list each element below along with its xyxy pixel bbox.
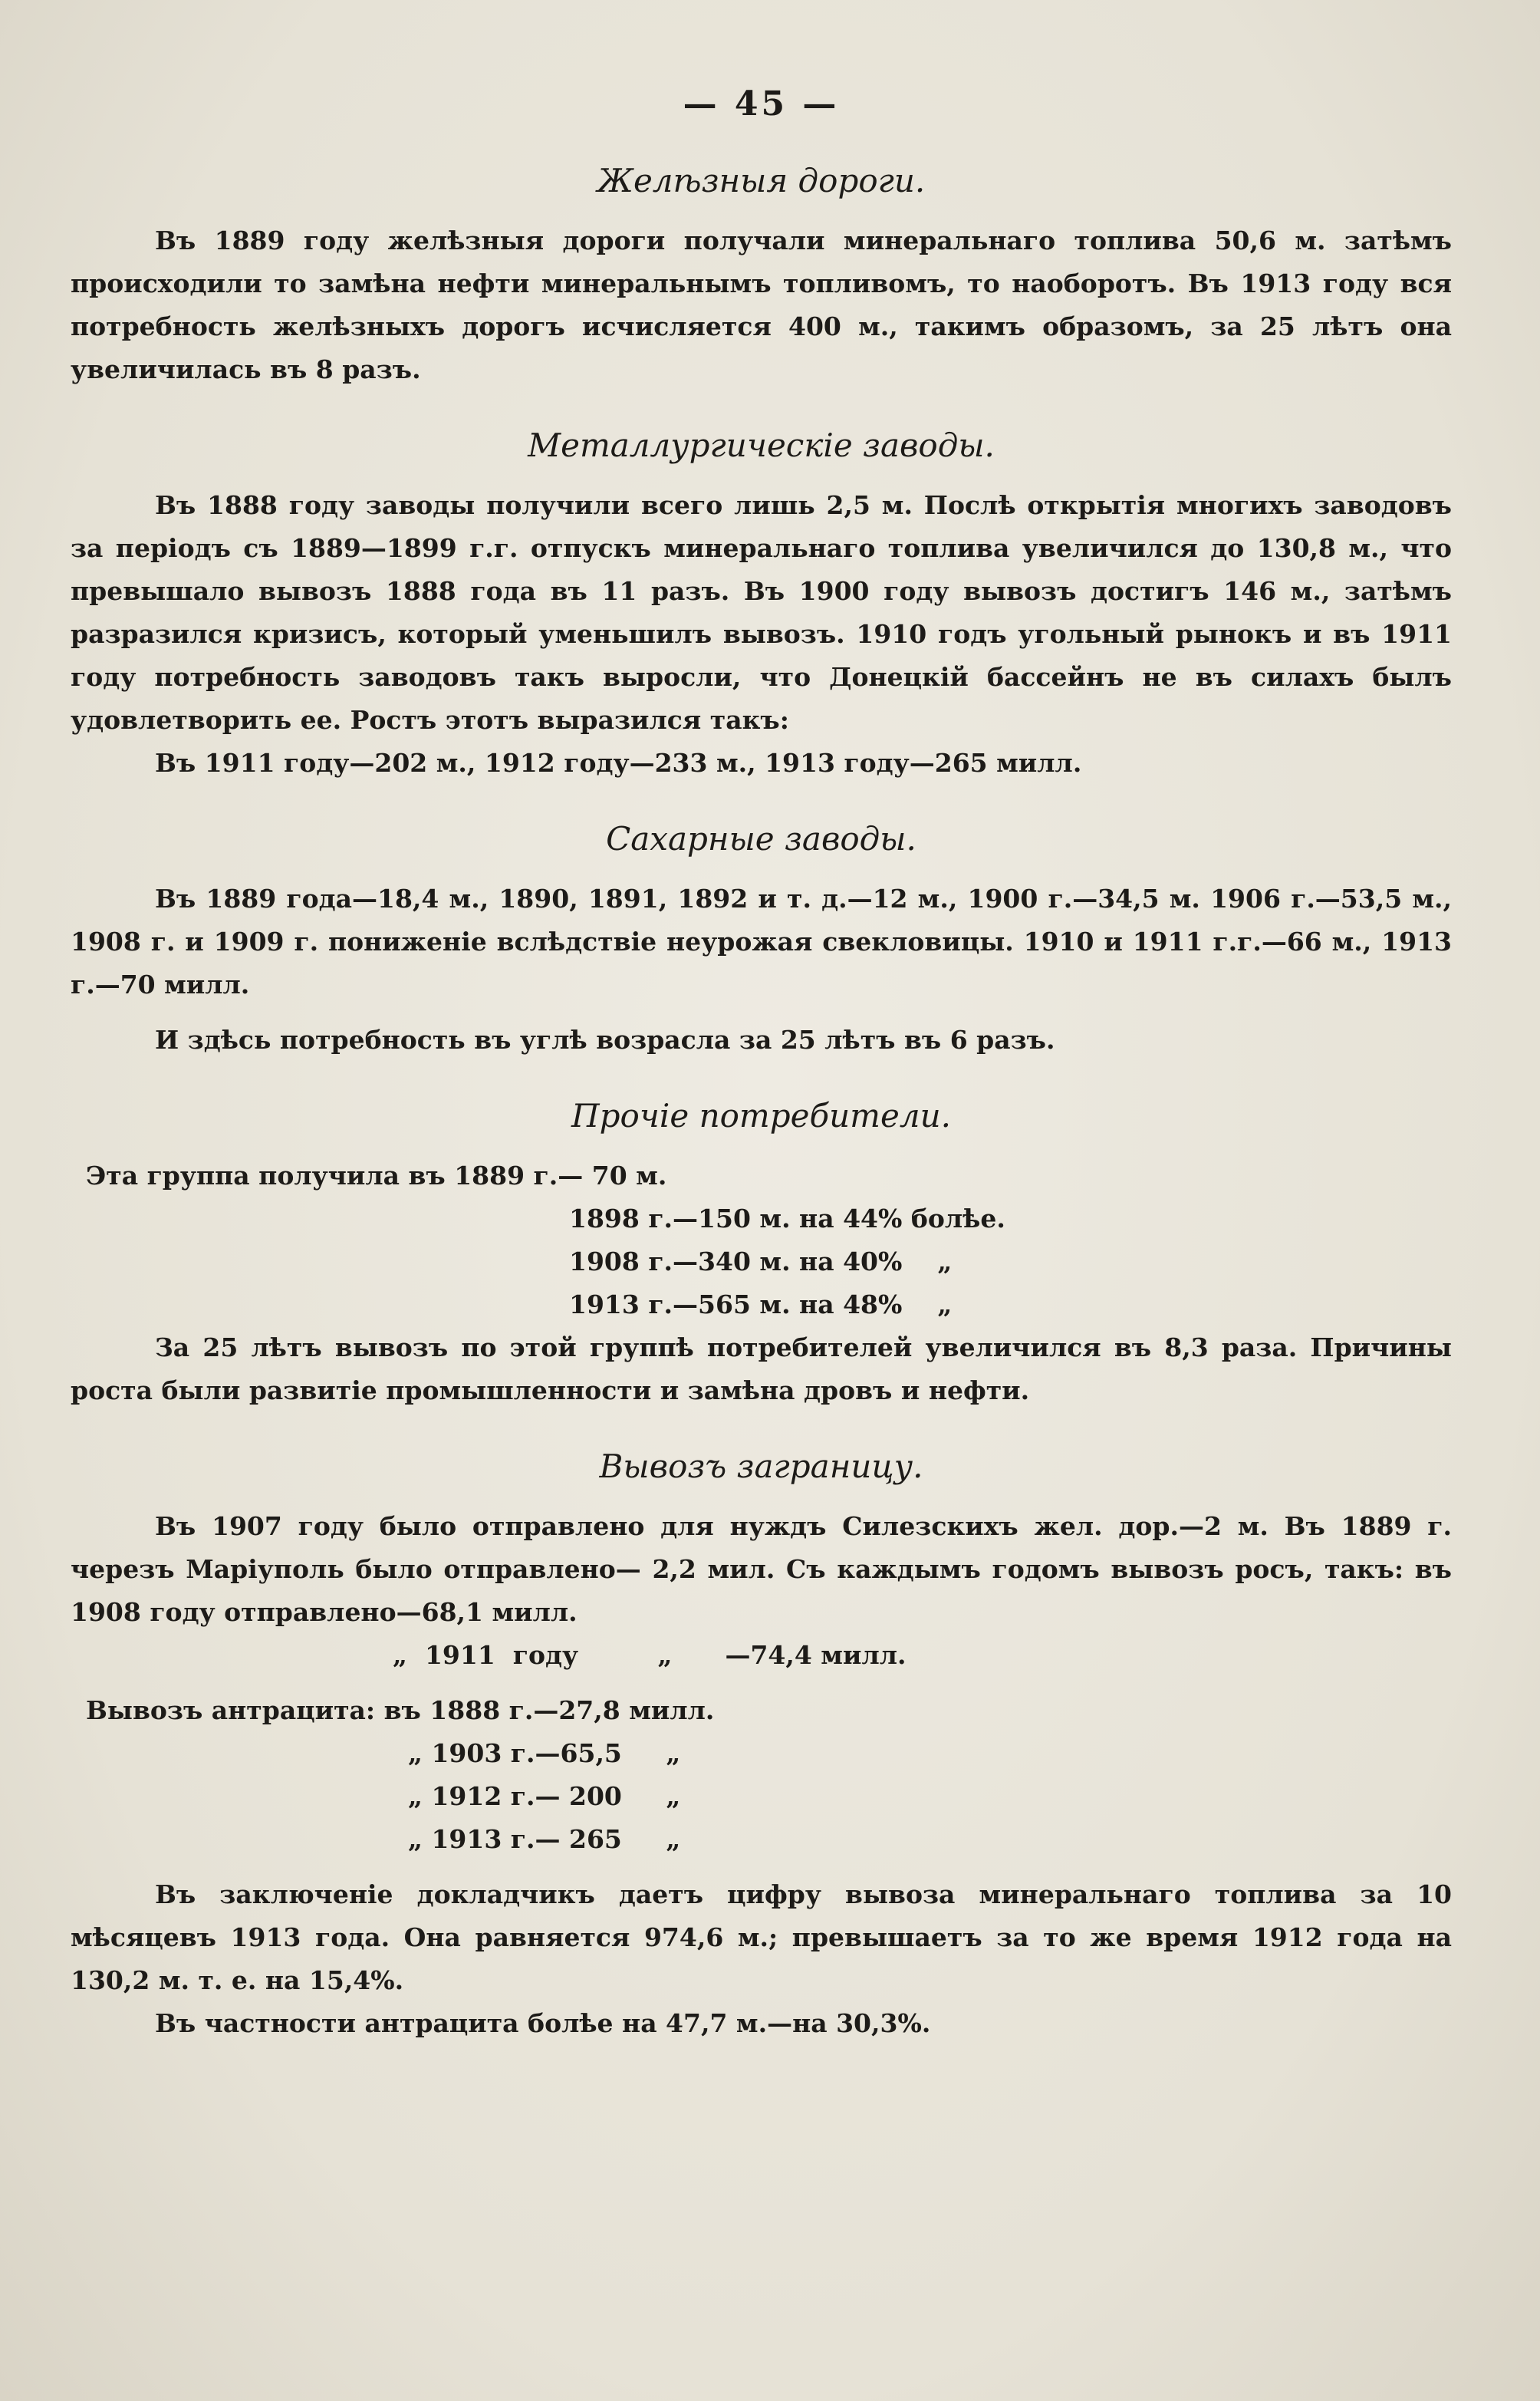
data-line: „ 1903 г.—65,5 „ [408, 1738, 681, 1768]
section-title: Вывозъ заграницу. [599, 1448, 923, 1485]
paragraph: Въ 1888 году заводы получили всего лишь 2,5 м. Послѣ открытія многихъ заводовъ за періодъ съ 1889—1899 г.г. отпускъ минеральнаго топлива увеличился до 130,8 м., что превышало вывозъ 1888 года въ 11 разъ. Въ 1900 году вывозъ достигъ 146 м., затѣмъ разразился кризисъ, который уменьшилъ вывозъ. 1910 годъ угольный рынокъ и въ 1911 году потребность заводовъ такъ выросли, что Донецкій бассейнъ не въ силахъ былъ удовлетворить ее. Ростъ этотъ выразился такъ: [71, 490, 1452, 735]
data-line: „ 1912 г.— 200 „ [408, 1781, 681, 1811]
paragraph: И здѣсь потребность въ углѣ возрасла за 25 лѣтъ въ 6 разъ. [155, 1025, 1055, 1055]
data-line: „ 1911 году „ —74,4 милл. [393, 1640, 907, 1670]
paragraph: За 25 лѣтъ вывозъ по этой группѣ потребителей увеличился въ 8,3 раза. Причины роста были развитіе промышленности и замѣна дровъ и нефти. [71, 1332, 1452, 1405]
paragraph: Въ 1889 года—18,4 м., 1890, 1891, 1892 и т. д.—12 м., 1900 г.—34,5 м. 1906 г.—53,5 м., 1908 г. и 1909 г. пониженіе вслѣдствіе неурожая свекловицы. 1910 и 1911 г.г.—66 м., 1913 г.—70 милл. [71, 884, 1452, 1000]
section-title: Сахарные заводы. [606, 820, 916, 858]
paragraph: Въ 1911 году—202 м., 1912 году—233 м., 1913 году—265 милл. [155, 748, 1082, 778]
section-title: Прочіе потребители. [571, 1097, 951, 1135]
section-export-abroad [71, 1448, 1452, 2045]
paragraph: Въ 1889 году желѣзныя дороги получали минеральнаго топлива 50,6 м. затѣмъ происходили то замѣна нефти минеральнымъ топливомъ, то наоборотъ. Въ 1913 году вся потребность желѣзныхъ дорогъ исчисляется 400 м., такимъ образомъ, за 25 лѣтъ она увеличилась въ 8 разъ. [71, 226, 1452, 384]
data-line: 1898 г.—150 м. на 44% болѣе. [569, 1204, 1005, 1233]
data-line: 1908 г.—340 м. на 40% „ [569, 1247, 953, 1276]
data-line: Вывозъ антрацита: въ 1888 г.—27,8 милл. [86, 1695, 715, 1725]
section-railways [71, 162, 1452, 391]
data-line: 1913 г.—565 м. на 48% „ [569, 1289, 953, 1319]
page-number: — 45 — [683, 84, 840, 124]
section-sugar-plants [71, 820, 1452, 1062]
section-other-consumers [71, 1097, 1452, 1412]
paragraph: Въ 1907 году было отправлено для нуждъ Силезскихъ жел. дор.—2 м. Въ 1889 г. черезъ Маріуполь было отправлено— 2,2 мил. Съ каждымъ годомъ вывозъ росъ, такъ: въ 1908 году отправлено—68,1 милл. [71, 1511, 1452, 1627]
section-metallurgy [71, 427, 1452, 785]
data-line: „ 1913 г.— 265 „ [408, 1824, 681, 1854]
section-title: Металлургическіе заводы. [528, 427, 995, 464]
data-line: Эта группа получила въ 1889 г.— 70 м. [86, 1161, 667, 1191]
paragraph: Въ частности антрацита болѣе на 47,7 м.—на 30,3%. [155, 2008, 931, 2038]
paragraph: Въ заключеніе докладчикъ даетъ цифру вывоза минеральнаго топлива за 10 мѣсяцевъ 1913 года. Она равняется 974,6 м.; превышаетъ за то же время 1912 года на 130,2 м. т. е. на 15,4%. [71, 1879, 1452, 1995]
section-title: Желѣзныя дороги. [597, 162, 926, 199]
